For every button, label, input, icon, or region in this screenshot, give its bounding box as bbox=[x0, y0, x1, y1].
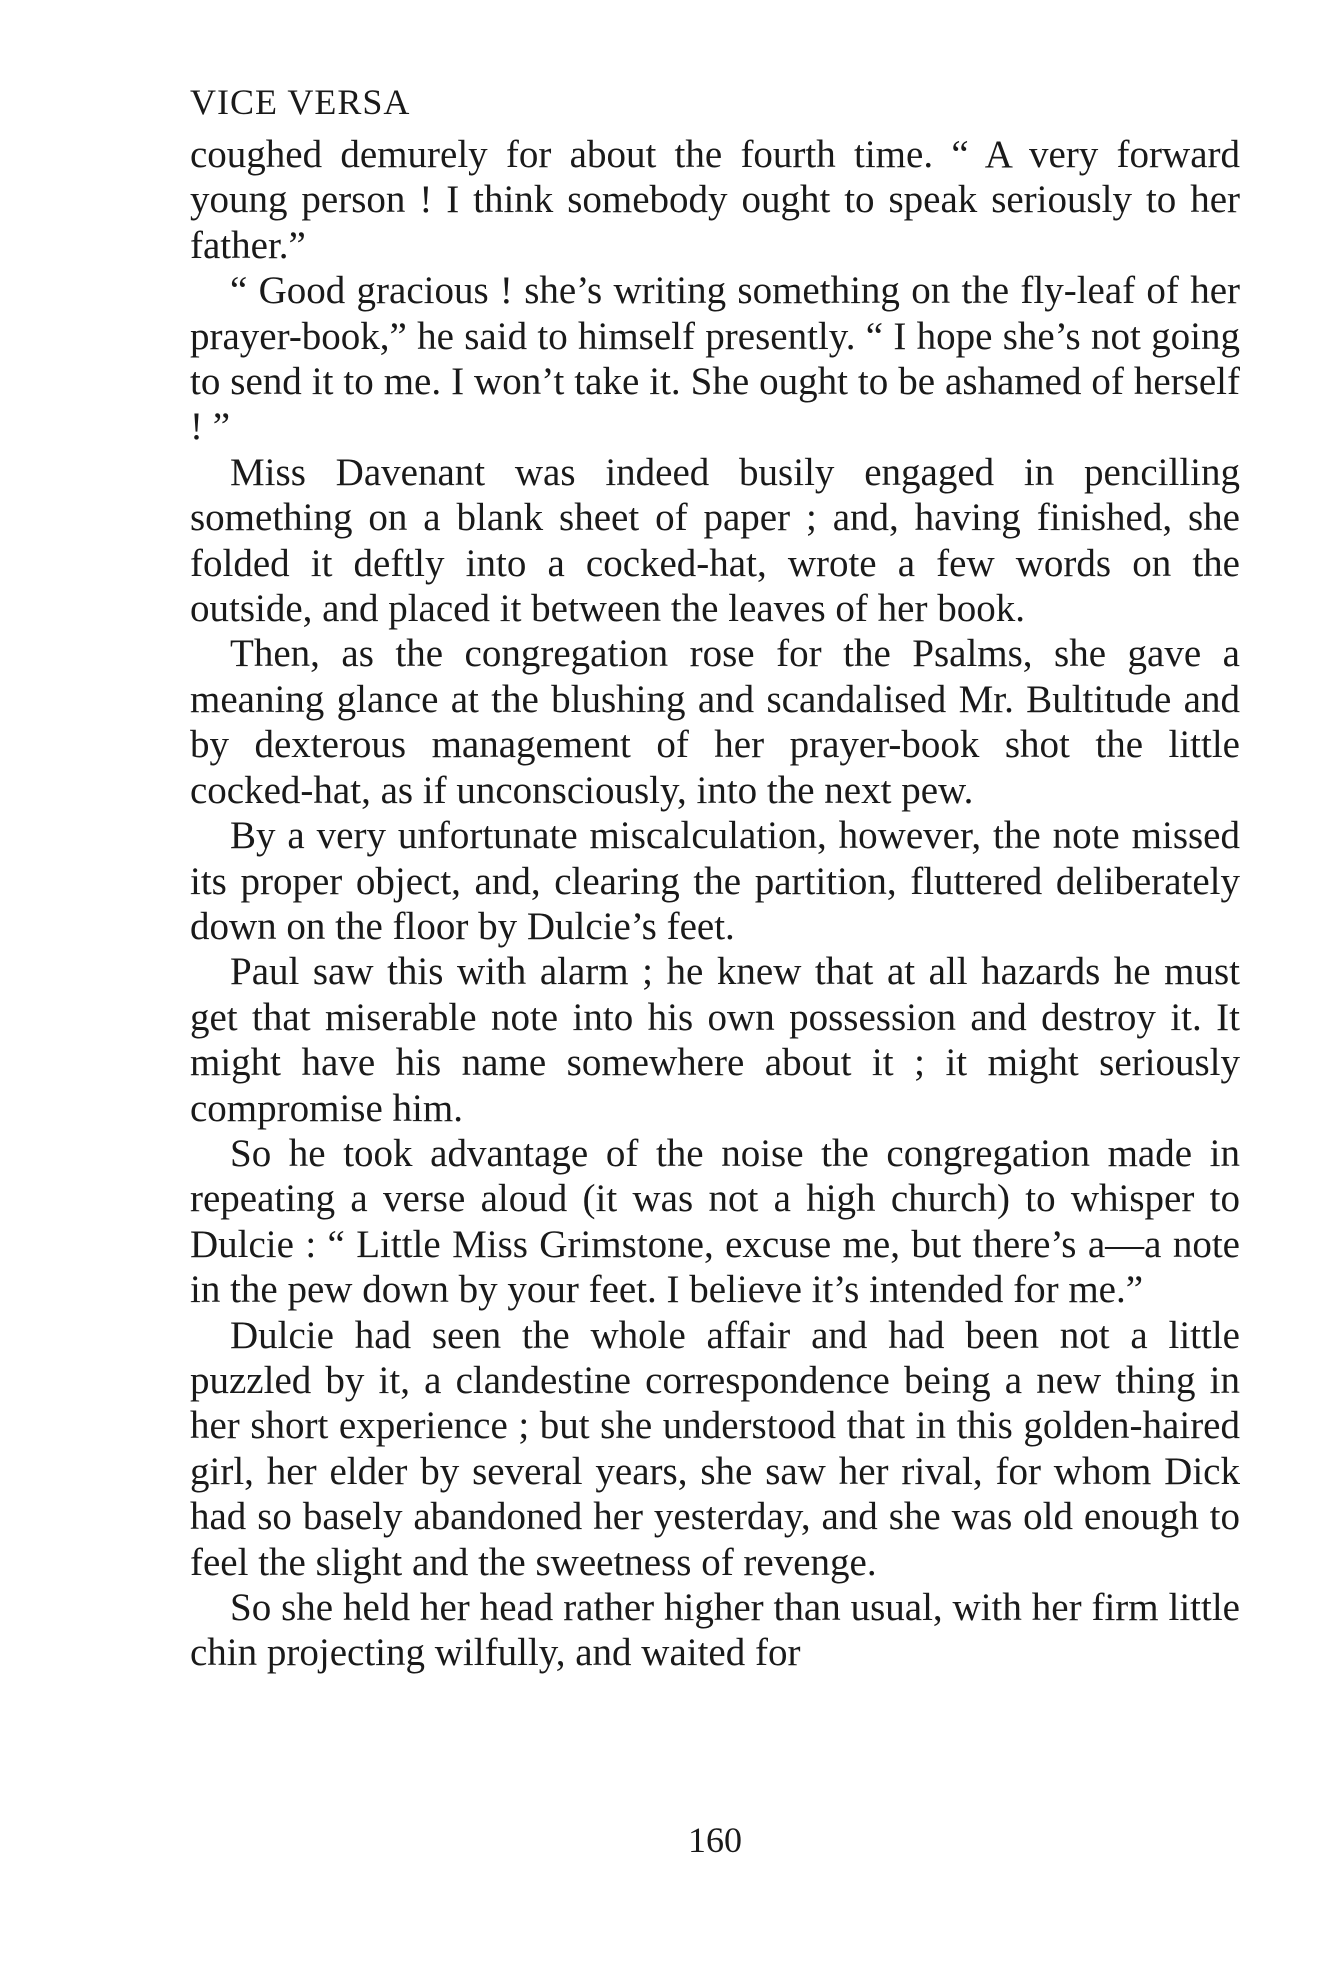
running-head: VICE VERSA bbox=[190, 82, 411, 122]
paragraph: Then, as the congregation rose for the Psalms, she gave a meaning glance at the blushing and scandalised Mr. Bultitude and by dexterous management of her prayer-book shot the little cocked-hat, as if unconsciously, into the next pew. bbox=[190, 632, 1240, 812]
paragraph: Dulcie had seen the whole affair and had been not a little puzzled by it, a clandestine correspondence being a new thing in her short experience ; but she understood that in this golden-haired girl, her elder by several years, she saw her rival, for whom Dick had so basely abandoned her yesterday, and she was old enough to feel the slight and the sweetness of revenge. bbox=[190, 1313, 1240, 1584]
paragraph: So she held her head rather higher than usual, with her firm little chin projecting wilfully, and waited for bbox=[190, 1586, 1240, 1675]
body-text bbox=[190, 132, 1240, 1676]
book-page bbox=[190, 80, 1240, 1920]
paragraph: So he took advantage of the noise the congregation made in repeating a verse aloud (it was not a high church) to whisper to Dulcie : “ Little Miss Grimstone, excuse me, but there’s a—a note in the pew down by your feet. I believe it’s intended for me.” bbox=[190, 1131, 1240, 1312]
paragraph: coughed demurely for about the fourth time. “ A very forward young person ! I think somebody ought to speak seriously to her father.” bbox=[190, 133, 1240, 267]
paragraph: Miss Davenant was indeed busily engaged in pencilling something on a blank sheet of paper ; and, having finished, she folded it deftly into a cocked-hat, wrote a few words on the outside, and placed it between the leaves of her book. bbox=[190, 450, 1240, 631]
paragraph: “ Good gracious ! she’s writing something on the fly-leaf of her prayer-book,” he said to himself presently. “ I hope she’s not going to send it to me. I won’t take it. She ought to be ashamed of herself ! ” bbox=[190, 269, 1240, 449]
paragraph: By a very unfortunate miscalculation, however, the note missed its proper object, and, clearing the partition, fluttered deliberately down on the floor by Dulcie’s feet. bbox=[190, 814, 1240, 948]
page-number: 160 bbox=[688, 1820, 742, 1860]
paragraph: Paul saw this with alarm ; he knew that at all hazards he must get that miserable note into his own possession and destroy it. It might have his name somewhere about it ; it might seriously compromise him. bbox=[190, 950, 1240, 1130]
